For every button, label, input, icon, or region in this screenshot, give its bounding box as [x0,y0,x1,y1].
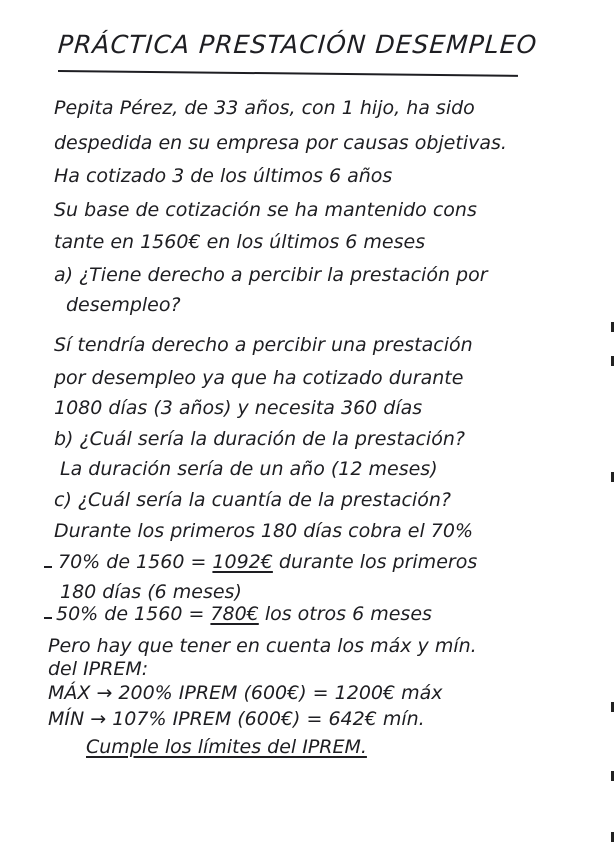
calc-70-suffix: durante los primeros [272,551,478,573]
conclusion: Cumple los límites del IPREM. [86,736,367,758]
calc-50-result: 780€ [210,603,259,625]
title-underline [58,70,518,77]
scan-edge-mark [611,832,614,842]
scan-edge-mark [611,472,614,482]
calc-70-result: 1092€ [212,551,273,573]
text-line: tante en 1560€ en los últimos 6 meses [54,231,426,253]
calc-50-line [56,605,432,624]
question-b: b) ¿Cuál sería la duración de la prestación? [54,428,465,450]
question-a: a) ¿Tiene derecho a percibir la prestación por [54,264,488,286]
scan-edge-mark [611,322,614,332]
scan-edge-mark [611,702,614,712]
scan-edge-mark [611,356,614,366]
question-c: c) ¿Cuál sería la cuantía de la prestación? [54,489,451,511]
dash-bullet [44,566,52,568]
calc-70-prefix: 70% de 1560 = [58,551,213,573]
iprem-min-line: MÍN → 107% IPREM (600€) = 642€ mín. [48,708,425,730]
text-line: despedida en su empresa por causas objetivas. [54,132,507,154]
text-line: del IPREM: [48,658,149,680]
text-line: Pepita Pérez, de 33 años, con 1 hijo, ha sido [54,97,475,119]
answer-a: Sí tendría derecho a percibir una prestación [54,334,473,356]
text-line: Durante los primeros 180 días cobra el 70% [54,520,474,542]
document-title: PRÁCTICA PRESTACIÓN DESEMPLEO [56,30,539,59]
calc-50-suffix: los otros 6 meses [258,603,432,625]
iprem-max-line: MÁX → 200% IPREM (600€) = 1200€ máx [48,682,443,704]
text-line: por desempleo ya que ha cotizado durante [54,367,464,389]
answer-b: La duración sería de un año (12 meses) [60,458,438,480]
text-line: Su base de cotización se ha mantenido cons [54,199,477,221]
text-line: Ha cotizado 3 de los últimos 6 años [54,165,393,187]
dash-bullet [44,617,52,619]
scan-edge-mark [611,771,614,781]
calc-70-line [58,553,477,572]
calc-50-prefix: 50% de 1560 = [56,603,211,625]
text-line: 180 días (6 meses) [60,581,242,603]
text-line: 1080 días (3 años) y necesita 360 días [54,397,423,419]
text-line: desempleo? [66,294,181,316]
text-line: Pero hay que tener en cuenta los máx y mín. [48,635,477,657]
